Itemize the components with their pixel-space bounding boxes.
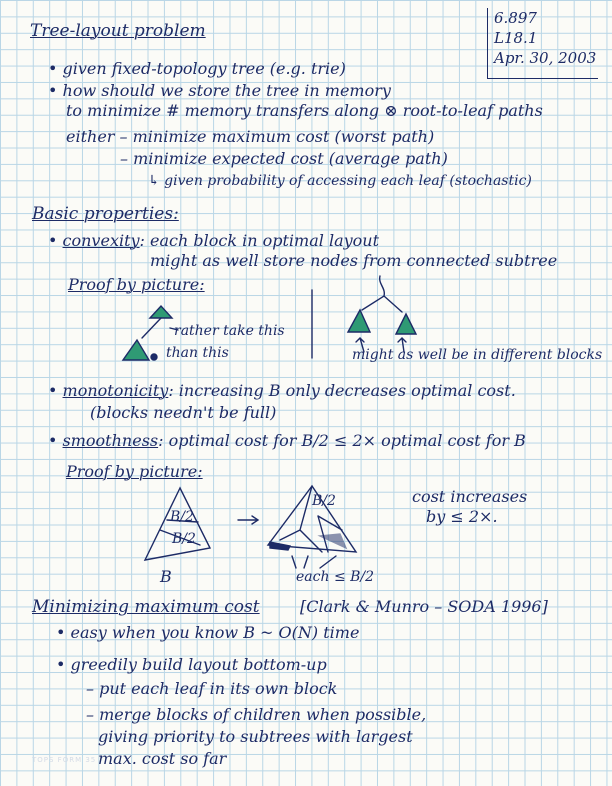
minmax-line-2: • greedily build layout bottom-up: [56, 655, 327, 674]
problem-line-4: either – minimize maximum cost (worst path): [66, 127, 435, 146]
block-b-figure: [145, 488, 210, 560]
cost-increase-line-1: cost increases: [412, 487, 528, 506]
different-blocks-label: might as well be in different blocks: [352, 347, 603, 363]
separate-blocks-figure: [348, 276, 416, 352]
paper-watermark: TOPS FORM 35: [32, 756, 97, 764]
minmax-line-4: – merge blocks of children when possible,: [86, 705, 427, 724]
problem-line-3: to minimize # memory transfers along ⊗ root-to-leaf paths: [66, 101, 543, 120]
monotonicity-text: : increasing B only decreases optimal cost.: [168, 381, 516, 400]
course-number: 6.897: [494, 9, 537, 27]
lecture-number: L18.1: [494, 29, 538, 47]
problem-line-6: ↳ given probability of accessing each leaf (stochastic): [148, 173, 532, 189]
block-b-label: B: [160, 567, 172, 586]
problem-line-2: • how should we store the tree in memory: [48, 81, 391, 100]
monotonicity-line: • monotonicity: increasing B only decreases optimal cost.: [48, 381, 516, 400]
split-blocks-figure: [268, 486, 356, 568]
lecture-date: Apr. 30, 2003: [494, 49, 597, 67]
proof-by-picture-1: Proof by picture:: [68, 275, 205, 294]
minmax-line-5: giving priority to subtrees with largest: [98, 727, 413, 746]
problem-line-1: • given fixed-topology tree (e.g. trie): [48, 59, 346, 78]
half-block-label-3: B/2: [312, 493, 336, 509]
convexity-text: : each block in optimal layout: [139, 231, 380, 250]
convexity-line-1: • convexity: each block in optimal layout: [48, 231, 380, 250]
proof-by-picture-2: Proof by picture:: [66, 462, 203, 481]
minmax-line-1: • easy when you know B ~ O(N) time: [56, 623, 360, 642]
monotonicity-note: (blocks needn't be full): [90, 403, 277, 422]
arrow-icon: [238, 516, 258, 524]
monotonicity-term: monotonicity: [62, 381, 169, 400]
half-block-label-2: B/2: [172, 531, 196, 547]
convexity-line-2: might as well store nodes from connected subtree: [150, 251, 558, 270]
each-half-label: each ≤ B/2: [296, 569, 375, 585]
rather-label: rather take this: [174, 323, 285, 339]
than-label: than this: [166, 345, 229, 361]
citation: [Clark & Munro – SODA 1996]: [300, 597, 548, 616]
convexity-term: convexity: [62, 231, 140, 250]
minmax-line-6: max. cost so far: [98, 749, 227, 768]
page-title: Tree-layout problem: [30, 21, 206, 41]
section-heading-minmax: Minimizing maximum cost: [32, 597, 260, 617]
smoothness-line: • smoothness: optimal cost for B/2 ≤ 2× optimal cost for B: [48, 431, 526, 450]
convex-subtree-figure: [123, 306, 178, 360]
smoothness-text: : optimal cost for B/2 ≤ 2× optimal cost for B: [158, 431, 526, 450]
minmax-line-3: – put each leaf in its own block: [86, 679, 338, 698]
half-block-label-1: B/2: [170, 509, 194, 525]
smoothness-term: smoothness: [62, 431, 159, 450]
problem-line-5: – minimize expected cost (average path): [120, 149, 448, 168]
cost-increase-line-2: by ≤ 2×.: [426, 507, 498, 526]
section-heading-basic: Basic properties:: [32, 204, 179, 224]
